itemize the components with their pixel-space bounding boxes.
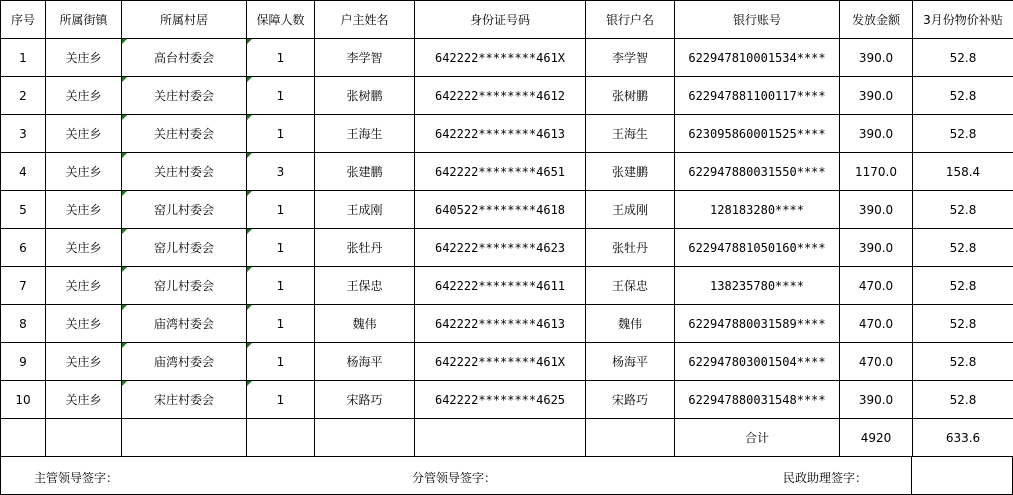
seq-cell[interactable]: 4 (1, 153, 46, 191)
subsidy-cell[interactable]: 52.8 (913, 77, 1013, 115)
table-row (1, 229, 1013, 267)
id-number-cell[interactable]: 642222********461X (415, 343, 586, 381)
amount-cell[interactable]: 390.0 (840, 39, 913, 77)
empty-cell[interactable] (1, 419, 46, 457)
table-row (1, 305, 1013, 343)
subsidy-cell[interactable]: 52.8 (913, 343, 1013, 381)
village-cell[interactable]: 庙湾村委会 (122, 343, 247, 381)
bank-account-cell[interactable]: 622947810001534**** (675, 39, 840, 77)
town-cell[interactable]: 关庄乡 (46, 77, 122, 115)
empty-cell[interactable] (247, 419, 315, 457)
count-cell[interactable]: 1 (247, 77, 315, 115)
id-number-cell[interactable]: 642222********4611 (415, 267, 586, 305)
village-cell[interactable]: 宋庄村委会 (122, 381, 247, 419)
amount-cell[interactable]: 470.0 (840, 305, 913, 343)
total-subsidy-cell[interactable]: 633.6 (913, 419, 1013, 457)
amount-cell[interactable]: 390.0 (840, 77, 913, 115)
bank-account-cell[interactable]: 622947881050160**** (675, 229, 840, 267)
total-amount-cell[interactable]: 4920 (840, 419, 913, 457)
header-cell[interactable]: 身份证号码 (415, 1, 586, 39)
amount-cell[interactable]: 390.0 (840, 381, 913, 419)
empty-cell[interactable] (415, 419, 586, 457)
village-cell[interactable]: 庙湾村委会 (122, 305, 247, 343)
id-number-cell[interactable]: 642222********4613 (415, 305, 586, 343)
count-cell[interactable]: 1 (247, 343, 315, 381)
village-cell[interactable]: 关庄村委会 (122, 153, 247, 191)
supervisor-signature-label: 主管领导签字： (34, 471, 119, 485)
amount-cell[interactable]: 470.0 (840, 343, 913, 381)
village-cell[interactable]: 关庄村委会 (122, 115, 247, 153)
amount-cell[interactable]: 390.0 (840, 229, 913, 267)
total-label-cell[interactable]: 合计 (675, 419, 840, 457)
head-name-cell[interactable]: 杨海平 (315, 343, 415, 381)
bank-account-name-cell[interactable]: 宋路巧 (586, 381, 675, 419)
table-row (1, 381, 1013, 419)
head-name-cell[interactable]: 王海生 (315, 115, 415, 153)
seq-cell[interactable]: 10 (1, 381, 46, 419)
head-name-cell[interactable]: 宋路巧 (315, 381, 415, 419)
header-cell[interactable]: 银行户名 (586, 1, 675, 39)
header-cell[interactable]: 序号 (1, 1, 46, 39)
village-cell[interactable]: 高台村委会 (122, 39, 247, 77)
header-cell[interactable]: 所属村居 (122, 1, 247, 39)
village-cell[interactable]: 窑儿村委会 (122, 229, 247, 267)
bank-account-cell[interactable]: 623095860001525**** (675, 115, 840, 153)
count-cell[interactable]: 3 (247, 153, 315, 191)
table-row (1, 343, 1013, 381)
count-cell[interactable]: 1 (247, 39, 315, 77)
deputy-signature-label: 分管领导签字： (412, 471, 497, 485)
header-cell[interactable]: 户主姓名 (315, 1, 415, 39)
bank-account-name-cell[interactable]: 张建鹏 (586, 153, 675, 191)
head-name-cell[interactable]: 魏伟 (315, 305, 415, 343)
bank-account-name-cell[interactable]: 王成刚 (586, 191, 675, 229)
amount-cell[interactable]: 390.0 (840, 115, 913, 153)
id-number-cell[interactable]: 642222********461X (415, 39, 586, 77)
bank-account-cell[interactable]: 622947803001504**** (675, 343, 840, 381)
table-row (1, 267, 1013, 305)
town-cell[interactable]: 关庄乡 (46, 305, 122, 343)
bank-account-name-cell[interactable]: 杨海平 (586, 343, 675, 381)
id-number-cell[interactable]: 642222********4612 (415, 77, 586, 115)
count-cell[interactable]: 1 (247, 381, 315, 419)
seq-cell[interactable]: 5 (1, 191, 46, 229)
bank-account-name-cell[interactable]: 张树鹏 (586, 77, 675, 115)
table-row (1, 153, 1013, 191)
amount-cell[interactable]: 1170.0 (840, 153, 913, 191)
table-row (1, 39, 1013, 77)
village-cell[interactable]: 窑儿村委会 (122, 267, 247, 305)
id-number-cell[interactable]: 642222********4613 (415, 115, 586, 153)
seq-cell[interactable]: 2 (1, 77, 46, 115)
seq-cell[interactable]: 3 (1, 115, 46, 153)
town-cell[interactable]: 关庄乡 (46, 343, 122, 381)
id-number-cell[interactable]: 640522********4618 (415, 191, 586, 229)
bank-account-name-cell[interactable]: 王海生 (586, 115, 675, 153)
head-name-cell[interactable]: 张建鹏 (315, 153, 415, 191)
bank-account-cell[interactable]: 138235780**** (675, 267, 840, 305)
header-cell[interactable]: 所属街镇 (46, 1, 122, 39)
bank-account-cell[interactable]: 622947880031550**** (675, 153, 840, 191)
header-cell[interactable]: 3月份物价补贴 (913, 1, 1013, 39)
cell-divider (911, 457, 912, 495)
signature-row (0, 457, 1013, 495)
town-cell[interactable]: 关庄乡 (46, 153, 122, 191)
count-cell[interactable]: 1 (247, 267, 315, 305)
subsidy-cell[interactable]: 52.8 (913, 115, 1013, 153)
town-cell[interactable]: 关庄乡 (46, 381, 122, 419)
town-cell[interactable]: 关庄乡 (46, 229, 122, 267)
header-cell[interactable]: 发放金额 (840, 1, 913, 39)
empty-cell[interactable] (586, 419, 675, 457)
head-name-cell[interactable]: 张树鹏 (315, 77, 415, 115)
bank-account-cell[interactable]: 622947880031589**** (675, 305, 840, 343)
seq-cell[interactable]: 8 (1, 305, 46, 343)
bank-account-cell[interactable]: 128183280**** (675, 191, 840, 229)
bank-account-cell[interactable]: 622947881100117**** (675, 77, 840, 115)
subsidy-cell[interactable]: 52.8 (913, 191, 1013, 229)
bank-account-name-cell[interactable]: 张牡丹 (586, 229, 675, 267)
seq-cell[interactable]: 6 (1, 229, 46, 267)
head-name-cell[interactable]: 王保忠 (315, 267, 415, 305)
id-number-cell[interactable]: 642222********4651 (415, 153, 586, 191)
amount-cell[interactable]: 390.0 (840, 191, 913, 229)
town-cell[interactable]: 关庄乡 (46, 115, 122, 153)
amount-cell[interactable]: 470.0 (840, 267, 913, 305)
seq-cell[interactable]: 1 (1, 39, 46, 77)
id-number-cell[interactable]: 642222********4623 (415, 229, 586, 267)
bank-account-name-cell[interactable]: 李学智 (586, 39, 675, 77)
head-name-cell[interactable]: 王成刚 (315, 191, 415, 229)
bank-account-cell[interactable]: 622947880031548**** (675, 381, 840, 419)
head-name-cell[interactable]: 李学智 (315, 39, 415, 77)
bank-account-name-cell[interactable]: 魏伟 (586, 305, 675, 343)
table-row (1, 115, 1013, 153)
seq-cell[interactable]: 7 (1, 267, 46, 305)
count-cell[interactable]: 1 (247, 305, 315, 343)
town-cell[interactable]: 关庄乡 (46, 191, 122, 229)
assistant-signature-label: 民政助理签字： (783, 471, 868, 485)
head-name-cell[interactable]: 张牡丹 (315, 229, 415, 267)
village-cell[interactable]: 窑儿村委会 (122, 191, 247, 229)
empty-cell[interactable] (46, 419, 122, 457)
subsidy-cell[interactable]: 52.8 (913, 229, 1013, 267)
empty-cell[interactable] (315, 419, 415, 457)
town-cell[interactable]: 关庄乡 (46, 267, 122, 305)
empty-cell[interactable] (122, 419, 247, 457)
town-cell[interactable]: 关庄乡 (46, 39, 122, 77)
count-cell[interactable]: 1 (247, 191, 315, 229)
header-row (1, 1, 1013, 39)
subsidy-cell[interactable]: 52.8 (913, 381, 1013, 419)
subsidy-cell[interactable]: 158.4 (913, 153, 1013, 191)
count-cell[interactable]: 1 (247, 115, 315, 153)
subsidy-cell[interactable]: 52.8 (913, 39, 1013, 77)
subsidy-cell[interactable]: 52.8 (913, 305, 1013, 343)
id-number-cell[interactable]: 642222********4625 (415, 381, 586, 419)
table-row (1, 191, 1013, 229)
header-cell[interactable]: 保障人数 (247, 1, 315, 39)
header-cell[interactable]: 银行账号 (675, 1, 840, 39)
total-row (1, 419, 1013, 457)
bank-account-name-cell[interactable]: 王保忠 (586, 267, 675, 305)
table-row (1, 77, 1013, 115)
seq-cell[interactable]: 9 (1, 343, 46, 381)
subsidy-cell[interactable]: 52.8 (913, 267, 1013, 305)
village-cell[interactable]: 关庄村委会 (122, 77, 247, 115)
count-cell[interactable]: 1 (247, 229, 315, 267)
